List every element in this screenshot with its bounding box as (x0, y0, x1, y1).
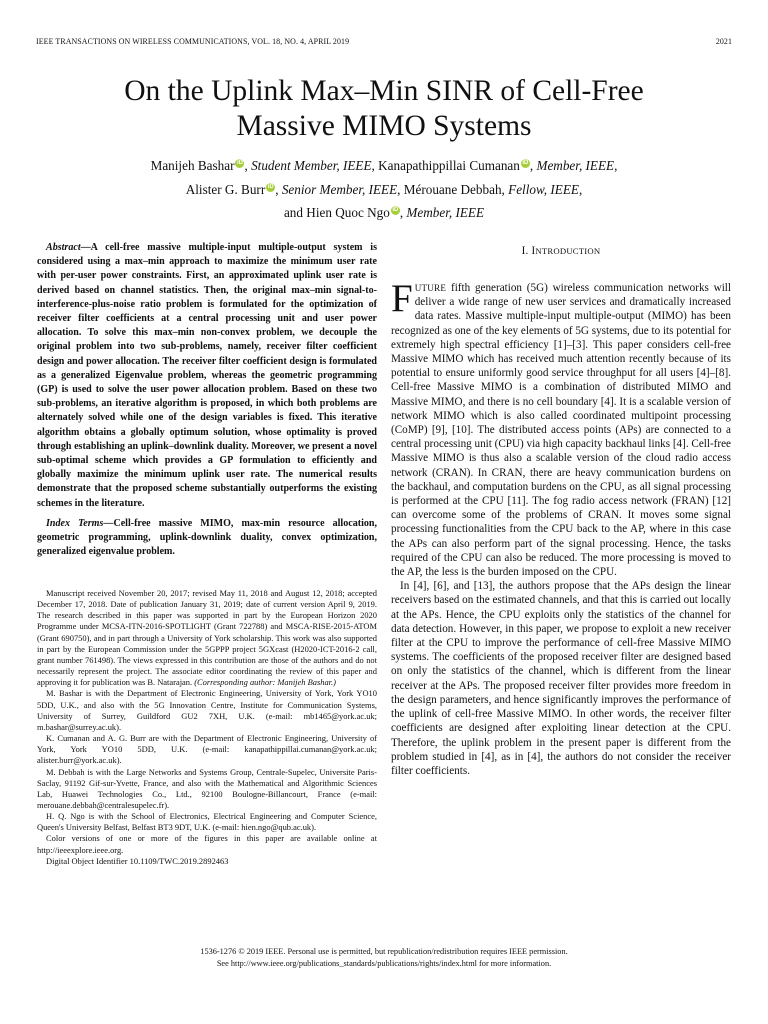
orcid-icon[interactable]: iD (392, 207, 399, 213)
drop-cap: F (391, 277, 413, 320)
abstract-dash: — (80, 242, 91, 253)
title-line-2: Massive MIMO Systems (236, 110, 532, 142)
author-name: Mérouane Debbah (403, 181, 502, 197)
small-caps-word: UTURE (414, 283, 447, 293)
author-membership: Member, IEEE (406, 205, 485, 220)
author-name: Kanapathippillai Cumanan (378, 158, 520, 173)
journal-name: IEEE TRANSACTIONS ON WIRELESS COMMUNICATIONS, VOL. 18, NO. 4, APRIL 2019 (36, 37, 350, 46)
footnotes (37, 588, 377, 867)
section-title-initial: I (531, 245, 536, 257)
abstract-label: Abstract (46, 242, 81, 253)
index-terms-label: Index Terms (46, 517, 104, 529)
copyright-line: 1536-1276 © 2019 IEEE. Personal use is permitted, but republication/redistribution requires IEEE permission. (200, 947, 568, 956)
corresponding-author: (Corresponding author: Manijeh Bashar.) (194, 677, 336, 688)
author-line-2: Alister G. Burr iD , Senior Member, IEEE, Mérouane Debbah, Fellow, IEEE, (185, 181, 583, 197)
orcid-icon[interactable]: iD (236, 160, 243, 166)
author-membership: Student Member, IEEE (251, 158, 372, 173)
abstract-text: A cell-free massive multiple-input multiple-output system is considered using a max–min approach to maximize the minimum user rate with per-user power constraints. First, an approximated uplink user rate is derived based on channel statistics. Then, the original max–min signal-to-interference-plus-noise ratio problem is formulated for the optimization of receiver filter coefficients at a central processing unit and user power allocation. To solve this max–min non-convex problem, we decouple the original problem into two sub-problems, namely, receiver filter coefficient design and power allocation. The receiver filter coefficient design is formulated as a generalized Eigenvalue problem, whereas the geometric programming (GP) is used to solve the user power allocation problem. Based on these two sub-problems, an iterative algorithm is proposed, in which both problems are alternately solved while one of the design variables is fixed. This iterative algorithm obtains a globally optimum solution, whose optimality is proved through establishing an uplink–downlink duality. Moreover, we present a novel sub-optimal scheme which provides a GP formulation to efficiently and globally maximize the minimum uplink user rate. The numerical results demonstrate that the proposed scheme substantially outperforms the existing schemes in the literature. (37, 242, 377, 509)
author-list (0, 154, 768, 225)
author-name: Alister G. Burr (185, 181, 266, 197)
page-number: 2021 (715, 37, 732, 46)
author-membership: Fellow, IEEE (508, 181, 579, 197)
footnote-received: Manuscript received November 20, 2017; revised May 11, 2018 and August 12, 2018; accepted December 17, 2018. Date of publication January 31, 2019; date of current version April 9, 2019. The research described in this paper was supported in part by the European Horizon 2020 Programme under MCSA-ITN-2016-SPOTLIGHT (Grant 722788) and MSCA-RISE-2015-ATOM (Grant 690750), and in part through a University of York scholarship. This work was also supported in part by the European Commission under the 5GPPP project 5GXcast (H2020-ICT-2016-2 call, grant number 761498). The views expressed in this contribution are those of the authors and do not necessarily represent the project. The associate editor coordinating the review of this paper and approving it for publication was B. Natarajan. (Corresponding author: Manijeh Bashar.) (37, 588, 377, 688)
author-membership: Senior Member, IEEE (281, 181, 398, 197)
right-column (391, 241, 731, 778)
section-title-rest: NTRODUCTION (535, 246, 601, 256)
left-column (37, 241, 377, 559)
footnote-affiliation: K. Cumanan and A. G. Burr are with the Department of Electronic Engineering, University of York, York YO10 5DD, U.K. (e-mail: kanapathippillai.cumanan@york.ac.uk; alister.burr@york.ac.uk). (37, 733, 377, 766)
author-name: Manijeh Bashar (150, 158, 235, 173)
paper-title (0, 74, 768, 144)
footnote-color: Color versions of one or more of the figures in this paper are available online at http://ieeexplore.ieee.org. (37, 833, 377, 855)
author-conjunction: and (283, 205, 303, 220)
rights-link-line: See http://www.ieee.org/publications_standards/publications/rights/index.html for more information. (216, 958, 552, 968)
index-terms-dash: — (103, 517, 114, 529)
paragraph: In [4], [6], and [13], the authors propose that the APs design the linear receivers based on the estimated channels, and that this is carried out locally at the APs. Hence, the CPU exploits only the statistics of the channel for data detection. However, in this paper, we propose to exploit a new receiver filter at the CPU to improve the performance of cell-free Massive MIMO systems. The coefficients of the proposed receiver filter are designed based on only the statistics of the channel, which is different from the linear receiver at the APs. The proposed receiver filter provides more freedom in the design parameters, and hence significantly improves the performance of the uplink of cell-free Massive MIMO. In other words, the receiver filter coefficients are designed after exploiting linear detection at the CPU. Therefore, the uplink problem in the present paper is different from the problem studied in [4], as in [4], the authors do not consider the receiver filter coefficients. (391, 580, 731, 777)
section-body (391, 277, 732, 778)
copyright-footer (0, 946, 768, 969)
author-line-1: Manijeh Bashar iD , Student Member, IEEE, Kanapathippillai Cumanan iD , Member, IEEE, (150, 158, 618, 173)
author-membership: Member, IEEE (536, 158, 615, 173)
running-header (36, 37, 732, 46)
footnote-affiliation: M. Debbah is with the Large Networks and Systems Group, Centrale-Supelec, Universite Paris-Saclay, 91192 Gif-sur-Yvette, France, and also with the Mathematical and Algorithmic Sciences Lab, Huawei Technologies Co., Ltd., 92100 Boulogne-Billancourt, France (e-mail: merouane.debbah@centralesupelec.fr). (37, 766, 377, 810)
index-terms (37, 517, 377, 560)
orcid-icon[interactable]: iD (267, 183, 274, 190)
paragraph: FUTURE fifth generation (5G) wireless communication networks will deliver a wide range of new user services and dramatically increased data rates. Massive multiple-input multiple-output (MIMO) has been recognized as one of the key elements of 5G systems, due to its potential for extremely high spectral efficiency [1]–[3]. This paper considers cell-free Massive MIMO which has received much attention recently because of its potential to ensure uniformly good service throughput for all users [4]–[8]. Cell-free Massive MIMO is a combination of distributed MIMO and Massive MIMO, and there is no cell boundary [4]. It is a scalable version of network MIMO which is also called coordinated multipoint processing (CoMP) [9], [10]. The distributed access points (APs) are connected to a central processing unit (CPU) via high capacity backhaul links [4]. Cell-free Massive MIMO is thus also a scalable version of the cloud radio access network (CRAN). In CRAN, there are heavy communication burdens on the backhaul, and computation burdens on the CPU, as all signal processing is performed at the CPU [11]. The fog radio access network (FRAN) [12] can overcome some of the problems of CRAN. It moves some signal processing functionalities from the CPU back to the AP, where in this case the APs can also perform part of the signal processing. Hence, the tasks required of the CPU can also be reduced. The more processing is moved to the AP, the less is the burden imposed on the CPU. (391, 277, 732, 579)
footnote-affiliation: M. Bashar is with the Department of Electronic Engineering, University of York, York YO10 5DD, U.K., and also with the 5G Innovation Centre, Institute for Communication Systems, University of Surrey, Guildford GU2 7XH, U.K. (e-mail: mb1465@york.ac.uk; m.bashar@surrey.ac.uk). (37, 688, 377, 732)
doi: Digital Object Identifier 10.1109/TWC.2019.2892463 (46, 855, 229, 866)
abstract (37, 241, 377, 511)
orcid-icon[interactable]: iD (522, 160, 529, 166)
title-line-1: On the Uplink Max–Min SINR of Cell-Free (124, 75, 644, 107)
author-line-3: and Hien Quoc Ngo iD , Member, IEEE (283, 205, 485, 220)
footnote-affiliation: H. Q. Ngo is with the School of Electronics, Electrical Engineering and Computer Science, Queen's University Belfast, Belfast BT3 9DT, U.K. (e-mail: hien.ngo@qub.ac.uk). (37, 811, 377, 833)
index-terms-text: Cell-free massive MIMO, max-min resource allocation, geometric programming, uplink-downlink duality, convex optimization, generalized eigenvalue problem. (37, 517, 377, 558)
author-name: Hien Quoc Ngo (306, 205, 390, 220)
section-number: I. (521, 245, 529, 257)
section-heading (391, 245, 731, 257)
